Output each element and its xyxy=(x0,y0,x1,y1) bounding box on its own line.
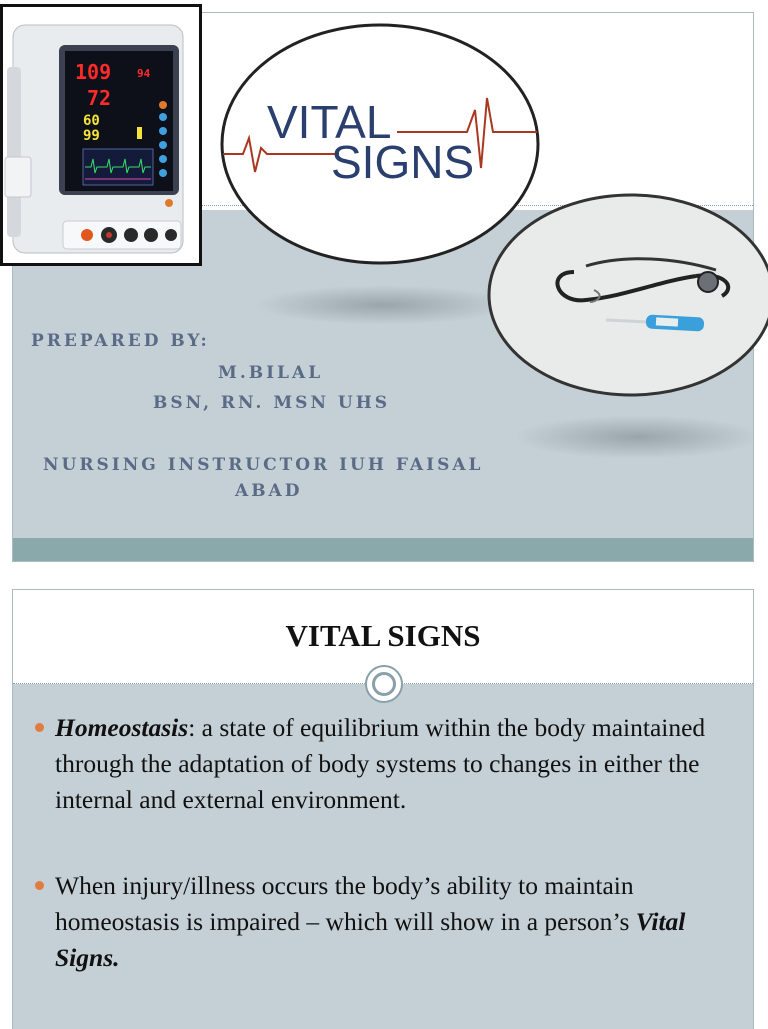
stethoscope-shadow xyxy=(513,415,754,459)
logo-word-signs: SIGNS xyxy=(331,136,475,188)
bottom-band xyxy=(13,538,753,562)
bullet-item-homeostasis xyxy=(55,710,745,818)
monitor-reading-3: 60 xyxy=(83,113,100,129)
prepared-by-label: PREPARED BY: xyxy=(31,331,210,351)
bullet-term: Vital Signs. xyxy=(55,907,686,972)
monitor-reading-small: 94 xyxy=(137,67,151,80)
author-role-line1: NURSING INSTRUCTOR IUH FAISAL xyxy=(43,455,484,475)
logo-word-vital: VITAL xyxy=(267,96,392,148)
patient-monitor-image xyxy=(0,4,202,266)
bullet-text: : a state of equilibrium within the body maintained through the adaptation of body systems to changes in either the internal and external environment. xyxy=(55,713,706,814)
monitor-reading-2: 72 xyxy=(87,86,112,110)
author-name: M.BILAL xyxy=(218,363,324,383)
bullet-dot-icon xyxy=(35,881,44,890)
bullet-text: When injury/illness occurs the body’s ability to maintain homeostasis is impaired – which will show in a person’s xyxy=(55,871,636,936)
monitor-reading-1: 109 xyxy=(75,60,112,84)
bullet-item-vital-signs xyxy=(55,868,745,976)
stethoscope-image xyxy=(486,192,768,398)
content-slide xyxy=(12,589,754,1029)
bullet-term: Homeostasis xyxy=(55,713,189,742)
logo-shadow xyxy=(253,285,513,325)
author-role-line2: ABAD xyxy=(235,481,303,501)
patient-monitor-icon xyxy=(3,7,199,263)
slide-title: VITAL SIGNS xyxy=(285,618,481,653)
monitor-reading-4: 99 xyxy=(83,128,100,144)
author-degree: BSN, RN. MSN UHS xyxy=(153,393,391,413)
bullet-dot-icon xyxy=(35,723,44,732)
ring-ornament-icon xyxy=(365,665,403,703)
